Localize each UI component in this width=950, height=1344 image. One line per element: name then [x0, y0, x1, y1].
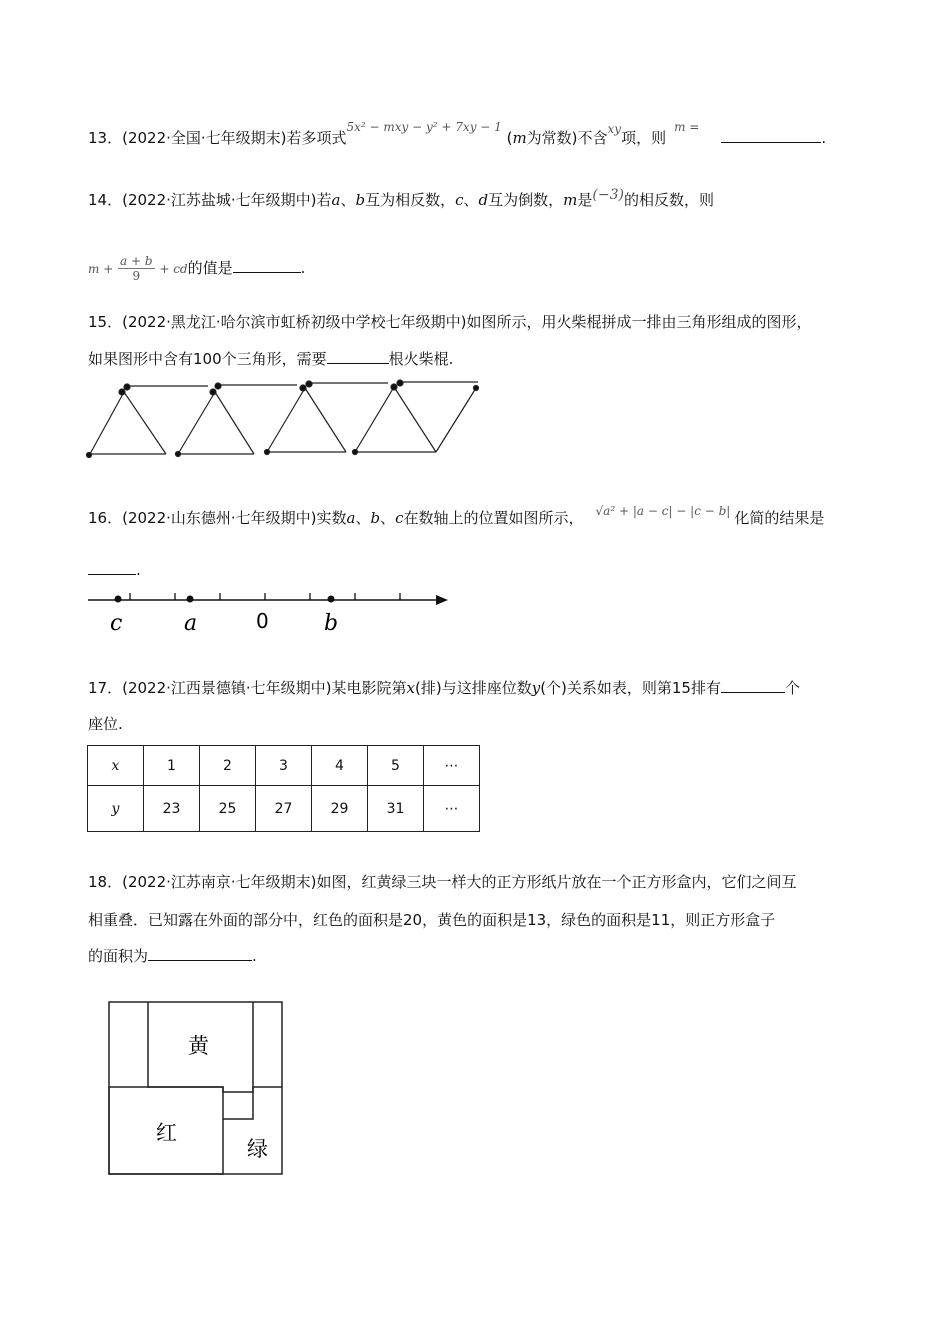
q14-t5: 的值是: [187, 259, 233, 277]
question-18-line2: 相重叠．已知露在外面的部分中，红色的面积是20，黄色的面积是13，绿色的面积是11，则正方形盒子: [88, 911, 776, 929]
q16-a: a: [346, 509, 356, 527]
number-line: [88, 585, 458, 644]
q17-y: y: [531, 679, 541, 697]
match-stick: [305, 388, 346, 452]
square-box-figure: [108, 1001, 286, 1181]
label-a: a: [184, 611, 198, 636]
q14-m: m: [563, 191, 578, 209]
match-stick: [178, 392, 215, 454]
q16-end: .: [136, 561, 141, 579]
question-18: 18．(2022·江苏南京·七年级期末)如图，红黄绿三块一样大的正方形纸片放在一个正方形盒内，它们之间互: [88, 873, 797, 891]
q17-x: x: [406, 679, 415, 697]
q14-d: d: [478, 191, 489, 209]
table-header-x: x: [88, 746, 144, 786]
question-18-line3: [88, 946, 257, 966]
q14-b: b: [355, 191, 366, 209]
table-cell: 23: [144, 786, 200, 832]
table-cell: 27: [256, 786, 312, 832]
q16-b: b: [370, 509, 381, 527]
q14-fraction: [118, 254, 155, 283]
table-cell: 4: [312, 746, 368, 786]
label-c: c: [110, 611, 123, 636]
q13-polynomial: 5x² − mxy − y² + 7xy − 1: [346, 120, 502, 134]
table-cell: 5: [368, 746, 424, 786]
q14-t3: 是: [577, 191, 593, 209]
q14-end: .: [300, 259, 306, 277]
q16-s2: 、: [380, 509, 396, 527]
q14-c: c: [455, 191, 464, 209]
q14-t4: 的相反数，则: [623, 191, 714, 209]
table-cell: 29: [312, 786, 368, 832]
q14-prefix: 14．(2022·江苏盐城·七年级期中)若: [88, 191, 332, 209]
question-16-line2: [88, 560, 141, 580]
q18-line3a: 的面积为: [88, 947, 149, 965]
point-c: [115, 596, 122, 603]
table-cell: ⋯: [424, 746, 480, 786]
q13-paren: (: [506, 129, 513, 147]
q14-answer-blank: [233, 258, 301, 273]
q14-expr-cd: + cd: [159, 262, 188, 276]
q13-after-term: 项，则: [621, 129, 667, 147]
q13-middle: 为常数)不含: [526, 129, 608, 147]
q16-t1: 在数轴上的位置如图所示，: [403, 509, 584, 527]
table-cell: 25: [200, 786, 256, 832]
point-b: [328, 596, 335, 603]
q14-t1: 互为相反数，: [365, 191, 456, 209]
label-red: 红: [156, 1121, 177, 1145]
q15-line2a: 如果图形中含有100个三角形，需要: [88, 350, 327, 368]
question-16: [88, 504, 825, 529]
q17-t3: 个: [784, 679, 800, 697]
table-cell: ⋯: [424, 786, 480, 832]
seat-table: [87, 745, 480, 832]
q14-neg3: (−3): [592, 187, 624, 203]
question-15: 15．(2022·黑龙江·哈尔滨市虹桥初级中学校七年级期中)如图所示，用火柴棍拼成一排由三角形组成的图形，: [88, 313, 812, 331]
q14-t2: 互为倒数，: [488, 191, 564, 209]
question-14-line2: [88, 254, 305, 283]
match-stick: [124, 392, 166, 454]
q16-expression: √a² + |a − c| − |c − b|: [595, 504, 731, 518]
q17-prefix: 17．(2022·江西景德镇·七年级期中)某电影院第: [88, 679, 407, 697]
label-green: 绿: [247, 1137, 268, 1161]
match-stick: [267, 388, 305, 452]
match-stick: [394, 387, 436, 452]
label-yellow: 黄: [188, 1034, 209, 1058]
q17-t1: (排)与这排座位数: [414, 679, 532, 697]
table-cell: 2: [200, 746, 256, 786]
question-17-line2: 座位.: [88, 715, 123, 733]
q13-answer-blank: [721, 128, 821, 143]
matchstick-figure: [82, 350, 492, 464]
q13-prefix: 13．(2022·全国·七年级期末)若多项式: [88, 129, 347, 147]
q14-expr-m: m +: [88, 262, 114, 276]
q14-frac-num: a + b: [120, 254, 153, 268]
table-cell: 3: [256, 746, 312, 786]
match-stick: [355, 387, 394, 452]
q16-t2: 化简的结果是: [734, 509, 825, 527]
q17-t2: (个)关系如表，则第15排有: [540, 679, 721, 697]
q13-term: xy: [607, 122, 622, 136]
question-13: [88, 120, 827, 149]
match-stick: [436, 388, 476, 452]
q15-line2b: 根火柴棍.: [388, 350, 454, 368]
table-row-y: [88, 786, 480, 832]
point-a: [187, 596, 194, 603]
question-17: [88, 678, 800, 698]
q13-end: .: [821, 129, 827, 147]
q13-m: m: [512, 129, 527, 147]
q16-s1: 、: [355, 509, 371, 527]
q18-answer-blank: [148, 946, 252, 961]
table-row-x: [88, 746, 480, 786]
match-stick: [90, 392, 124, 454]
q18-line3b: .: [252, 947, 257, 965]
q16-answer-blank: [88, 560, 136, 575]
table-cell: 31: [368, 786, 424, 832]
q14-sep1: 、: [340, 191, 356, 209]
label-b: b: [324, 611, 339, 636]
q16-prefix: 16．(2022·山东德州·七年级期中)实数: [88, 509, 347, 527]
match-stick: [215, 392, 254, 454]
q13-m-eq: m =: [674, 120, 700, 134]
q14-a: a: [331, 191, 341, 209]
label-zero: 0: [256, 609, 269, 633]
question-14: [88, 187, 714, 211]
table-cell: 1: [144, 746, 200, 786]
q17-answer-blank: [721, 678, 785, 693]
q16-c: c: [395, 509, 404, 527]
q14-sep2: 、: [463, 191, 479, 209]
table-header-y: y: [88, 786, 144, 832]
q14-frac-den: 9: [132, 269, 141, 283]
